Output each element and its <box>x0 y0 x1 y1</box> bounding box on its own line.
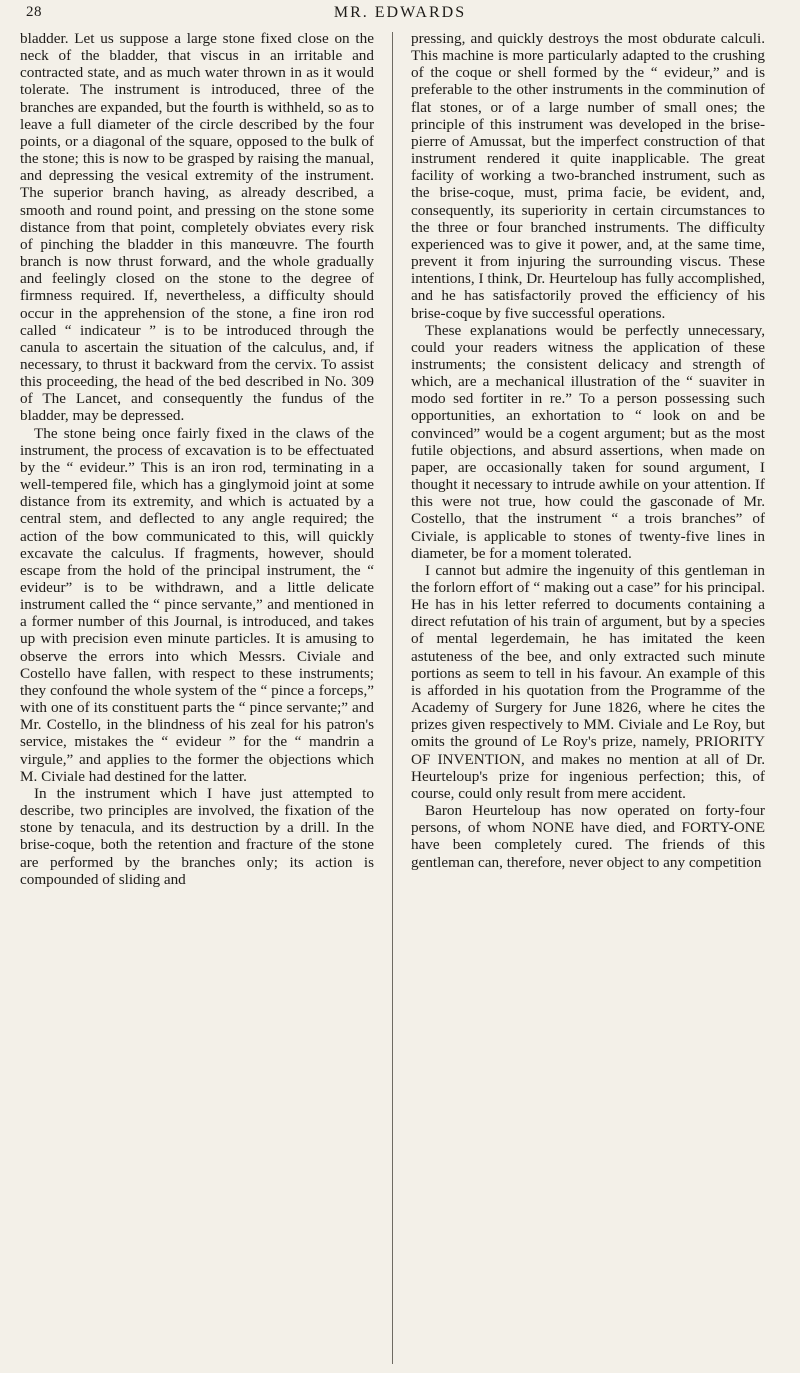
page-header <box>0 0 800 30</box>
running-title: MR. EDWARDS <box>333 4 467 21</box>
paragraph: Baron Heurteloup has now operated on forty-four persons, of whom NONE have died, and FORTY-ONE have been completely cured. The friends of this gentleman can, therefore, never object to any competition <box>411 802 765 871</box>
paragraph: pressing, and quickly destroys the most obdurate calculi. This machine is more particularly adapted to the crushing of the coque or shell formed by the “ evideur,” and is preferable to the other instruments in the comminution of flat stones, or of a large number of small ones; the principle of this instrument was developed in the brise-pierre of Amussat, but the imperfect construction of that instrument rendered it quite inapplicable. The great facility of working a two-branched instrument, such as the brise-coque, must, prima facie, be evident, and, consequently, its superiority in certain circumstances to the three or four branched instruments. The difficulty experienced was to give it power, and, at the same time, prevent it from injuring the surrounding viscus. These intentions, I think, Dr. Heurteloup has fully accomplished, and he has satisfactorily proved the efficiency of his brise-coque by five successful operations. <box>411 30 765 322</box>
paragraph: In the instrument which I have just attempted to describe, two principles are involved, the fixation of the stone by tenacula, and its destruction by a drill. In the brise-coque, both the retention and fracture of the stone are performed by the branches only; its action is compounded of sliding and <box>20 784 374 888</box>
paragraph: I cannot but admire the ingenuity of this gentleman in the forlorn effort of “ making out a case” for his principal. He has in his letter referred to documents containing a direct refutation of his train of argument, but by a species of mental legerdemain, he has imitated the keen astuteness of the bee, and only extracted such minute portions as seem to tell in his favour. An example of this is afforded in his quotation from the Programme of the Academy of Surgery for June 1826, where he cites the prizes given respectively to MM. Civiale and Le Roy, but omits the ground of Le Roy's prize, namely, PRIORITY OF INVENTION, and makes no mention at all of Dr. Heurteloup's prize for ingenious perfection; this, of course, could only result from mere accident. <box>411 561 765 802</box>
paragraph: bladder. Let us suppose a large stone fixed close on the neck of the bladder, that viscus in an irritable and contracted state, and as much water thrown in as it would tolerate. The instrument is introduced, three of the branches are expanded, but the fourth is withheld, so as to leave a full diameter of the circle described by the four points, or a diagonal of the square, opposed to the bulk of the stone; this is now to be grasped by raising the manual, and depressing the vesical extremity of the instrument. The superior branch having, as already described, a smooth and round point, and pressing on the stone some distance from that point, completely obviates every risk of pinching the bladder in this manœuvre. The fourth branch is now thrust forward, and the whole gradually and feelingly closed on the stone to the degree of firmness required. If, nevertheless, a difficulty should occur in the apprehension of the stone, a fine iron rod called “ indicateur ” is to be introduced through the canula to ascertain the situation of the calculus, and, if necessary, to thrust it backward from the cervix. To assist this proceeding, the head of the bed described in No. 309 of The Lancet, and consequently the fundus of the bladder, may be depressed. <box>20 30 374 425</box>
paragraph: The stone being once fairly fixed in the claws of the instrument, the process of excavation is to be effectuated by the “ evideur.” This is an iron rod, terminating in a well-tempered file, which has a ginglymoid joint at some distance from its extremity, and which is actuated by a central stem, and deflected to any angle required; the action of the bow communicated to this, will quickly excavate the calculus. If fragments, however, should escape from the hold of the principal instrument, the “ evideur” is to be withdrawn, and a little delicate instrument called the “ pince servante,” and mentioned in a former number of this Journal, is introduced, and takes up with precision even minute particles. It is amusing to observe the errors into which Messrs. Civiale and Costello have fallen, with respect to these instruments; they confound the whole system of the “ pince a forceps,” with one of its constituent parts the “ pince servante;” and Mr. Costello, in the blindness of his zeal for his patron's service, mistakes the “ evideur ” for the “ mandrin a virgule,” and applies to the former the objections which M. Civiale had destined for the latter. <box>20 424 374 785</box>
right-column <box>411 30 765 1360</box>
page-number: 28 <box>26 4 42 20</box>
left-column <box>20 30 374 1360</box>
paragraph: These explanations would be perfectly unnecessary, could your readers witness the application of these instruments; the consistent delicacy and strength of which, are a mechanical illustration of the “ suaviter in modo sed fortiter in re.” To a person possessing such opportunities, an exhortation to “ look on and be convinced” would be a cogent argument; but as the most futile objections, and absurd assertions, when made on paper, are occasionally taken for sound argument, I thought it necessary to intrude awhile on your attention. If this were not true, how could the gasconade of Mr. Costello, that the instrument “ a trois branches” of Civiale, is applicable to stones of twenty-five lines in diameter, be for a moment tolerated. <box>411 321 765 562</box>
column-divider <box>392 32 393 1364</box>
